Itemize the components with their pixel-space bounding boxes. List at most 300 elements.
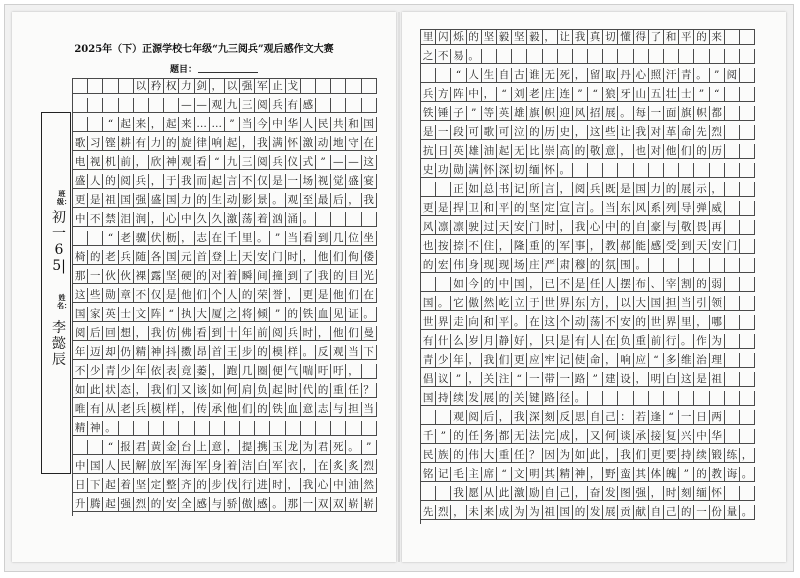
grid-cell: 世	[543, 296, 558, 311]
grid-cell: 老	[103, 250, 118, 265]
grid-cell	[740, 353, 755, 368]
grid-cell: 的	[634, 315, 649, 330]
grid-cell: 行	[664, 334, 679, 349]
grid-cell: 阅	[119, 174, 134, 189]
grid-cell: ”	[573, 87, 588, 102]
grid-cell: 主	[467, 467, 482, 482]
grid-cell: 炙	[346, 459, 361, 474]
grid-cell: 中	[467, 87, 482, 102]
grid-cell: 步	[240, 345, 255, 360]
grid-cell: ？	[362, 383, 377, 398]
grid-cell: 们	[195, 288, 210, 303]
grid-cell: 着	[119, 478, 134, 493]
grid-cell: ”	[467, 106, 482, 121]
grid-cell: 双	[316, 497, 331, 512]
grid-cell: 怀	[710, 486, 725, 501]
grid-cell: 来	[179, 117, 194, 132]
grid-cell: 肃	[558, 258, 573, 273]
grid-cell: ，	[558, 182, 573, 197]
grid-cell: 权	[164, 79, 179, 94]
grid-cell: 志	[316, 402, 331, 417]
grid-cell: ，	[149, 212, 164, 227]
grid-cell: 耕	[119, 136, 134, 151]
grid-cell: ，	[497, 239, 512, 254]
grid-cell: 畏	[694, 220, 709, 235]
grid-cell: 平	[679, 30, 694, 45]
grid-cell: ”	[451, 372, 466, 387]
student-name: 李懿辰	[52, 320, 66, 368]
grid-cell: 以	[618, 296, 633, 311]
grid-cell	[664, 163, 679, 178]
grid-cell	[725, 429, 740, 444]
grid-cell: 比	[527, 144, 542, 159]
grid-cell	[740, 68, 755, 83]
grid-cell: 。	[588, 201, 603, 216]
grid-cell: ，	[618, 144, 633, 159]
grid-cell: 设	[618, 372, 633, 387]
grid-cell: 己	[558, 486, 573, 501]
grid-cell: 山	[634, 87, 649, 102]
grid-cell: 易	[451, 49, 466, 64]
grid-cell: 负	[255, 383, 270, 398]
grid-cell: 割	[679, 277, 694, 292]
grid-cell: ，	[603, 353, 618, 368]
grid-cell	[316, 98, 331, 113]
grid-row	[421, 315, 755, 331]
grid-cell: 台	[179, 440, 194, 455]
grid-cell: 任	[346, 383, 361, 398]
grid-cell: 史	[558, 125, 573, 140]
grid-cell: 一	[679, 410, 694, 425]
grid-cell: 刘	[512, 87, 527, 102]
grid-cell: 自	[543, 486, 558, 501]
grid-cell	[725, 258, 740, 273]
grid-cell: 起	[270, 383, 285, 398]
grid-cell: 和	[482, 315, 497, 330]
grid-cell: 金	[164, 440, 179, 455]
grid-cell: ，	[527, 334, 542, 349]
grid-cell: 位	[346, 231, 361, 246]
grid-cell: 我	[573, 220, 588, 235]
grid-cell: 伐	[225, 478, 240, 493]
grid-cell	[195, 421, 210, 436]
grid-cell: 的	[240, 288, 255, 303]
grid-row	[421, 353, 755, 369]
grid-cell	[649, 49, 664, 64]
grid-cell: 国	[421, 391, 436, 406]
grid-cell: 昂	[195, 345, 210, 360]
grid-cell: 的	[588, 258, 603, 273]
grid-cell	[679, 258, 694, 273]
grid-cell: 静	[497, 334, 512, 349]
grid-cell: 己	[603, 410, 618, 425]
grid-cell: 力	[179, 193, 194, 208]
grid-cell: 厦	[210, 307, 225, 322]
grid-row	[73, 459, 377, 475]
grid-cell: 前	[255, 326, 270, 341]
grid-cell: 列	[664, 201, 679, 216]
grid-cell: 的	[149, 497, 164, 512]
grid-cell: 个	[210, 288, 225, 303]
grid-cell: 傲	[467, 296, 482, 311]
grid-cell: 祖	[103, 193, 118, 208]
grid-cell: 在	[362, 136, 377, 151]
grid-cell	[588, 391, 603, 406]
grid-row	[73, 79, 377, 95]
grid-cell: 围	[618, 258, 633, 273]
grid-cell: 什	[436, 334, 451, 349]
grid-cell: 君	[316, 440, 331, 455]
grid-cell: 到	[286, 269, 301, 284]
grid-cell: 影	[240, 193, 255, 208]
grid-cell	[740, 372, 755, 387]
grid-cell: 烈	[134, 497, 149, 512]
grid-cell	[346, 98, 361, 113]
grid-cell: ，	[149, 174, 164, 189]
grid-cell: 的	[497, 391, 512, 406]
grid-cell: 的	[316, 383, 331, 398]
grid-cell: 日	[73, 478, 88, 493]
grid-cell: 千	[225, 231, 240, 246]
grid-cell: ，	[225, 440, 240, 455]
grid-cell: 坐	[362, 231, 377, 246]
grid-cell: 来	[710, 30, 725, 45]
grid-cell: 撞	[270, 269, 285, 284]
grid-cell: 他	[316, 250, 331, 265]
grid-cell: 毅	[497, 30, 512, 45]
grid-cell: 着	[225, 459, 240, 474]
grid-cell: 中	[603, 220, 618, 235]
grid-cell	[482, 49, 497, 64]
grid-cell	[436, 277, 451, 292]
grid-cell: 人	[588, 334, 603, 349]
grid-cell: 界	[436, 315, 451, 330]
grid-cell: 神	[164, 155, 179, 170]
grid-cell: 有	[286, 98, 301, 113]
grid-cell: 关	[482, 372, 497, 387]
grid-cell: 泪	[119, 212, 134, 227]
grid-cell	[421, 68, 436, 83]
grid-row	[421, 163, 755, 179]
grid-cell: 续	[694, 448, 709, 463]
grid-cell: 务	[482, 429, 497, 444]
grid-cell: 不	[467, 239, 482, 254]
grid-cell: 执	[179, 307, 194, 322]
grid-cell: 我	[618, 448, 633, 463]
grid-cell: 烁	[451, 30, 466, 45]
grid-cell: 的	[694, 144, 709, 159]
grid-cell: 盛	[346, 174, 361, 189]
grid-cell	[164, 98, 179, 113]
grid-cell: 它	[451, 296, 466, 311]
grid-cell: 既	[603, 182, 618, 197]
grid-cell: 的	[664, 182, 679, 197]
grid-cell: 强	[134, 193, 149, 208]
grid-cell: 佝	[346, 250, 361, 265]
grid-cell: ，	[134, 155, 149, 170]
grid-cell: 志	[195, 231, 210, 246]
grid-cell: 心	[316, 478, 331, 493]
grid-cell: 是	[573, 277, 588, 292]
grid-cell: 青	[679, 68, 694, 83]
grid-cell: 青	[103, 364, 118, 379]
grid-cell: 此	[588, 448, 603, 463]
grid-cell	[88, 98, 103, 113]
grid-cell: 体	[649, 467, 664, 482]
grid-cell	[331, 98, 346, 113]
grid-cell	[679, 49, 694, 64]
grid-cell: 国	[88, 459, 103, 474]
grid-cell: 书	[497, 182, 512, 197]
grid-cell: 方	[436, 87, 451, 102]
grid-cell: 烈	[436, 505, 451, 520]
grid-cell: ，	[210, 364, 225, 379]
grid-cell	[740, 429, 755, 444]
grid-cell: ，	[710, 182, 725, 197]
grid-cell: 如	[573, 448, 588, 463]
grid-cell: 民	[316, 117, 331, 132]
grid-cell: 的	[195, 478, 210, 493]
grid-cell: 弹	[694, 201, 709, 216]
grid-cell: 界	[664, 315, 679, 330]
grid-cell: 到	[316, 231, 331, 246]
grid-cell: 时	[286, 383, 301, 398]
grid-cell: 回	[103, 326, 118, 341]
grid-cell: 登	[210, 250, 225, 265]
grid-cell: 如	[210, 383, 225, 398]
grid-cell: 报	[119, 440, 134, 455]
grid-cell	[740, 163, 755, 178]
grid-cell: 提	[240, 440, 255, 455]
grid-cell: 不	[88, 212, 103, 227]
grid-cell: 铁	[301, 307, 316, 322]
grid-cell: “	[103, 231, 118, 246]
grid-cell	[346, 212, 361, 227]
grid-cell: 军	[270, 459, 285, 474]
grid-cell: 的	[618, 220, 633, 235]
grid-cell: 这	[588, 125, 603, 140]
grid-cell: 何	[225, 383, 240, 398]
grid-cell	[497, 49, 512, 64]
grid-cell: 阅	[467, 410, 482, 425]
grid-cell: 为	[301, 440, 316, 455]
grid-cell: 和	[664, 30, 679, 45]
grid-cell: 誉	[270, 288, 285, 303]
grid-cell: 教	[710, 467, 725, 482]
grid-cell: 的	[694, 277, 709, 292]
grid-cell: 伟	[467, 448, 482, 463]
grid-cell: 久	[195, 212, 210, 227]
grid-cell: 先	[421, 505, 436, 520]
grid-cell: 世	[649, 315, 664, 330]
grid-cell: 从	[482, 486, 497, 501]
grid-cell: 观	[286, 193, 301, 208]
grid-cell: 的	[694, 467, 709, 482]
grid-cell: 无	[512, 144, 527, 159]
grid-cell: ，	[573, 429, 588, 444]
grid-cell: “	[512, 372, 527, 387]
grid-row	[73, 383, 377, 399]
grid-cell: ？	[527, 448, 542, 463]
grid-cell: 偻	[362, 250, 377, 265]
grid-cell: 当	[362, 402, 377, 417]
grid-cell: 律	[195, 136, 210, 151]
grid-cell: ”	[694, 87, 709, 102]
grid-cell: 的	[573, 505, 588, 520]
grid-cell: 铭	[421, 467, 436, 482]
grid-cell: 那	[286, 497, 301, 512]
grid-cell: 其	[543, 467, 558, 482]
grid-cell: 神	[573, 467, 588, 482]
grid-cell	[664, 49, 679, 64]
grid-cell: 起	[164, 117, 179, 132]
grid-cell: 怀	[482, 163, 497, 178]
grid-cell: 守	[346, 136, 361, 151]
grid-cell	[210, 421, 225, 436]
grid-cell: 力	[149, 136, 164, 151]
grid-cell: —	[331, 155, 346, 170]
grid-cell: 死	[331, 440, 346, 455]
grid-cell: 招	[588, 106, 603, 121]
grid-cell: 们	[346, 288, 361, 303]
grid-cell	[664, 258, 679, 273]
grid-cell: 为	[527, 505, 542, 520]
grid-cell: 与	[331, 402, 346, 417]
grid-cell: 治	[694, 353, 709, 368]
grid-cell: 坚	[482, 30, 497, 45]
grid-cell: 兵	[421, 87, 436, 102]
grid-cell	[694, 258, 709, 273]
grid-cell: 宰	[664, 277, 679, 292]
grid-cell: ，	[240, 136, 255, 151]
grid-cell: 观	[451, 410, 466, 425]
grid-cell: 深	[527, 410, 542, 425]
grid-cell: 闪	[436, 30, 451, 45]
grid-cell: 肩	[240, 383, 255, 398]
grid-cell: 们	[346, 326, 361, 341]
grid-cell: 军	[255, 79, 270, 94]
grid-cell: 如	[467, 182, 482, 197]
grid-cell: 是	[618, 182, 633, 197]
grid-cell	[740, 410, 755, 425]
grid-cell: 凛	[451, 220, 466, 235]
grid-cell: 更	[73, 193, 88, 208]
grid-cell: 于	[164, 174, 179, 189]
grid-cell: 国	[634, 182, 649, 197]
grid-cell: 一	[88, 269, 103, 284]
grid-cell: 仍	[119, 345, 134, 360]
grid-cell: 文	[512, 467, 527, 482]
grid-row	[73, 174, 377, 190]
grid-cell	[649, 258, 664, 273]
grid-cell: 感	[301, 98, 316, 113]
grid-cell: 血	[316, 307, 331, 322]
grid-cell: 擞	[179, 345, 194, 360]
grid-cell: 于	[527, 296, 542, 311]
grid-cell: 至	[301, 193, 316, 208]
grid-row	[73, 212, 377, 228]
grid-cell: 怀	[543, 163, 558, 178]
grid-cell: 观	[210, 98, 225, 113]
topic-underline	[198, 72, 258, 73]
grid-cell: 动	[573, 315, 588, 330]
grid-cell: 神	[88, 421, 103, 436]
grid-cell: 天	[240, 250, 255, 265]
grid-row	[421, 30, 755, 46]
grid-cell: 千	[421, 429, 436, 444]
grid-cell: 英	[103, 307, 118, 322]
grid-cell	[362, 421, 377, 436]
grid-cell: 展	[603, 106, 618, 121]
grid-cell: 为	[512, 505, 527, 520]
grid-cell: 伏	[149, 231, 164, 246]
grid-cell	[664, 391, 679, 406]
grid-cell: ，	[134, 326, 149, 341]
grid-cell: 。	[362, 307, 377, 322]
grid-cell: 对	[649, 144, 664, 159]
grid-cell: “	[164, 307, 179, 322]
grid-cell	[119, 421, 134, 436]
name-label: 姓名：	[57, 294, 71, 310]
grid-cell	[603, 163, 618, 178]
grid-cell: 油	[346, 478, 361, 493]
grid-cell: 径	[558, 391, 573, 406]
grid-cell: ，	[286, 288, 301, 303]
grid-cell: 任	[467, 429, 482, 444]
grid-cell: 吁	[331, 364, 346, 379]
grid-cell: 时	[664, 486, 679, 501]
grid-cell: 今	[467, 277, 482, 292]
grid-cell: 当	[679, 296, 694, 311]
grid-cell	[725, 486, 740, 501]
grid-cell: 一	[301, 497, 316, 512]
grid-cell: ，	[558, 220, 573, 235]
grid-cell: 都	[710, 106, 725, 121]
grid-row	[73, 497, 377, 513]
grid-row	[73, 421, 377, 437]
grid-cell: 精	[134, 345, 149, 360]
grid-cell: 想	[119, 326, 134, 341]
grid-cell: 视	[88, 155, 103, 170]
grid-cell: 放	[149, 459, 164, 474]
grid-cell: 弱	[710, 277, 725, 292]
grid-cell: 席	[482, 467, 497, 482]
grid-cell: 中	[73, 459, 88, 474]
grid-cell: 唯	[73, 402, 88, 417]
grid-cell: ：	[618, 410, 633, 425]
grid-cell: 锤	[436, 106, 451, 121]
grid-cell: 铿	[103, 136, 118, 151]
grid-cell: 和	[346, 117, 361, 132]
grid-cell: 便	[270, 364, 285, 379]
grid-cell: 是	[164, 288, 179, 303]
grid-cell: 祖	[710, 372, 725, 387]
grid-cell: 连	[558, 87, 573, 102]
grid-cell: 戈	[286, 79, 301, 94]
grid-cell: 也	[634, 144, 649, 159]
grid-cell: 严	[543, 258, 558, 273]
grid-cell: 每	[634, 106, 649, 121]
grid-cell	[710, 258, 725, 273]
grid-cell: 发	[467, 391, 482, 406]
grid-cell: 迎	[558, 106, 573, 121]
grid-cell: ，	[179, 231, 194, 246]
grid-cell: 圈	[255, 364, 270, 379]
grid-row	[73, 269, 377, 285]
grid-row	[73, 231, 377, 247]
grid-row	[73, 155, 377, 171]
grid-cell	[710, 163, 725, 178]
